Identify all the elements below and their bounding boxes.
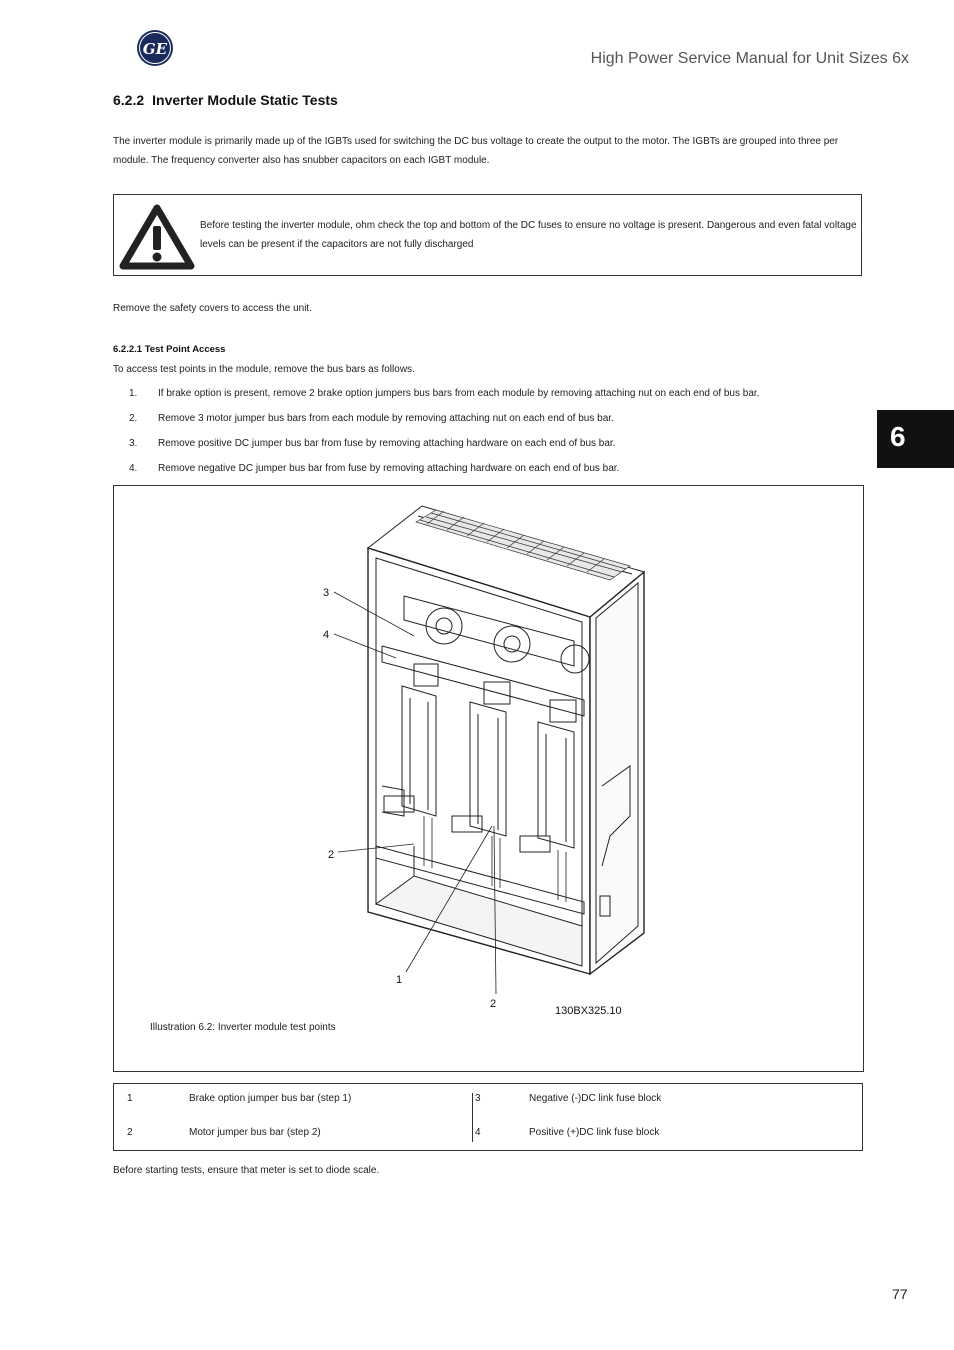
- list-text: Remove positive DC jumper bus bar from fuse by removing attaching hardware on each end of bus bar.: [158, 438, 616, 449]
- figure-code: 130BX325.10: [555, 1005, 622, 1017]
- list-text: Remove 3 motor jumper bus bars from each module by removing attaching nut on each end of bus bar.: [158, 413, 614, 424]
- list-text: If brake option is present, remove 2 brake option jumpers bus bars from each module by removing attaching nut on each end of bus bar.: [158, 388, 760, 399]
- list-text: Remove negative DC jumper bus bar from fuse by removing attaching hardware on each end of bus bar.: [158, 463, 620, 474]
- chapter-tab: [877, 410, 954, 468]
- svg-text:GE: GE: [142, 40, 168, 58]
- list-number: 3.: [129, 438, 138, 449]
- section-title: [113, 92, 338, 108]
- callout-label: 2: [328, 849, 335, 861]
- legend-label: Brake option jumper bus bar (step 1): [189, 1093, 352, 1104]
- legend-divider: [472, 1093, 473, 1142]
- list-number: 1.: [129, 388, 138, 399]
- inverter-cabinet-drawing: [114, 486, 863, 1071]
- callout-label: 3: [323, 587, 330, 599]
- ge-logo: [136, 29, 174, 67]
- inverter-module: [402, 664, 438, 816]
- footer-note: Before starting tests, ensure that meter is set to diode scale.: [113, 1165, 380, 1176]
- figure-box: [113, 485, 864, 1072]
- subsection-intro: To access test points in the module, remove the bus bars as follows.: [113, 364, 415, 375]
- legend-number: 3: [475, 1093, 481, 1104]
- section-number: 6.2.2: [113, 92, 145, 108]
- list-number: 2.: [129, 413, 138, 424]
- inverter-module: [538, 700, 576, 848]
- page-number: 77: [892, 1286, 908, 1302]
- legend-number: 2: [127, 1127, 133, 1138]
- inverter-module: [470, 682, 510, 836]
- warning-text: Before testing the inverter module, ohm check the top and bottom of the DC fuses to ensure no voltage is present. Dangerous and even fatal voltage levels can be present if the capacitors are not fully discharged: [200, 220, 857, 250]
- header-title: High Power Service Manual for Unit Sizes 6x: [590, 50, 909, 67]
- figure-caption: Illustration 6.2: Inverter module test points: [150, 1022, 336, 1033]
- legend-label: Motor jumper bus bar (step 2): [189, 1127, 321, 1138]
- subsection-title: 6.2.2.1 Test Point Access: [113, 344, 226, 355]
- callout-label: 4: [323, 629, 330, 641]
- legend-label: Negative (-)DC link fuse block: [529, 1093, 662, 1104]
- legend-label: Positive (+)DC link fuse block: [529, 1127, 660, 1138]
- warning-triangle-icon: [119, 204, 195, 270]
- legend-number: 4: [475, 1127, 481, 1138]
- callout-label: 1: [396, 974, 403, 986]
- intro-paragraph: The inverter module is primarily made up of the IGBTs used for switching the DC bus voltage to create the output to the motor. The IGBTs are grouped into three per module. The frequency converter also has snubber capacitors on each IGBT module.: [113, 136, 839, 166]
- remove-covers-text: Remove the safety covers to access the unit.: [113, 303, 312, 314]
- legend-table: [113, 1083, 863, 1151]
- list-number: 4.: [129, 463, 138, 474]
- section-title-text: Inverter Module Static Tests: [152, 92, 338, 108]
- warning-box: [113, 194, 862, 276]
- chapter-number: 6: [890, 421, 906, 452]
- legend-number: 1: [127, 1093, 133, 1104]
- callout-label: 2: [490, 998, 497, 1010]
